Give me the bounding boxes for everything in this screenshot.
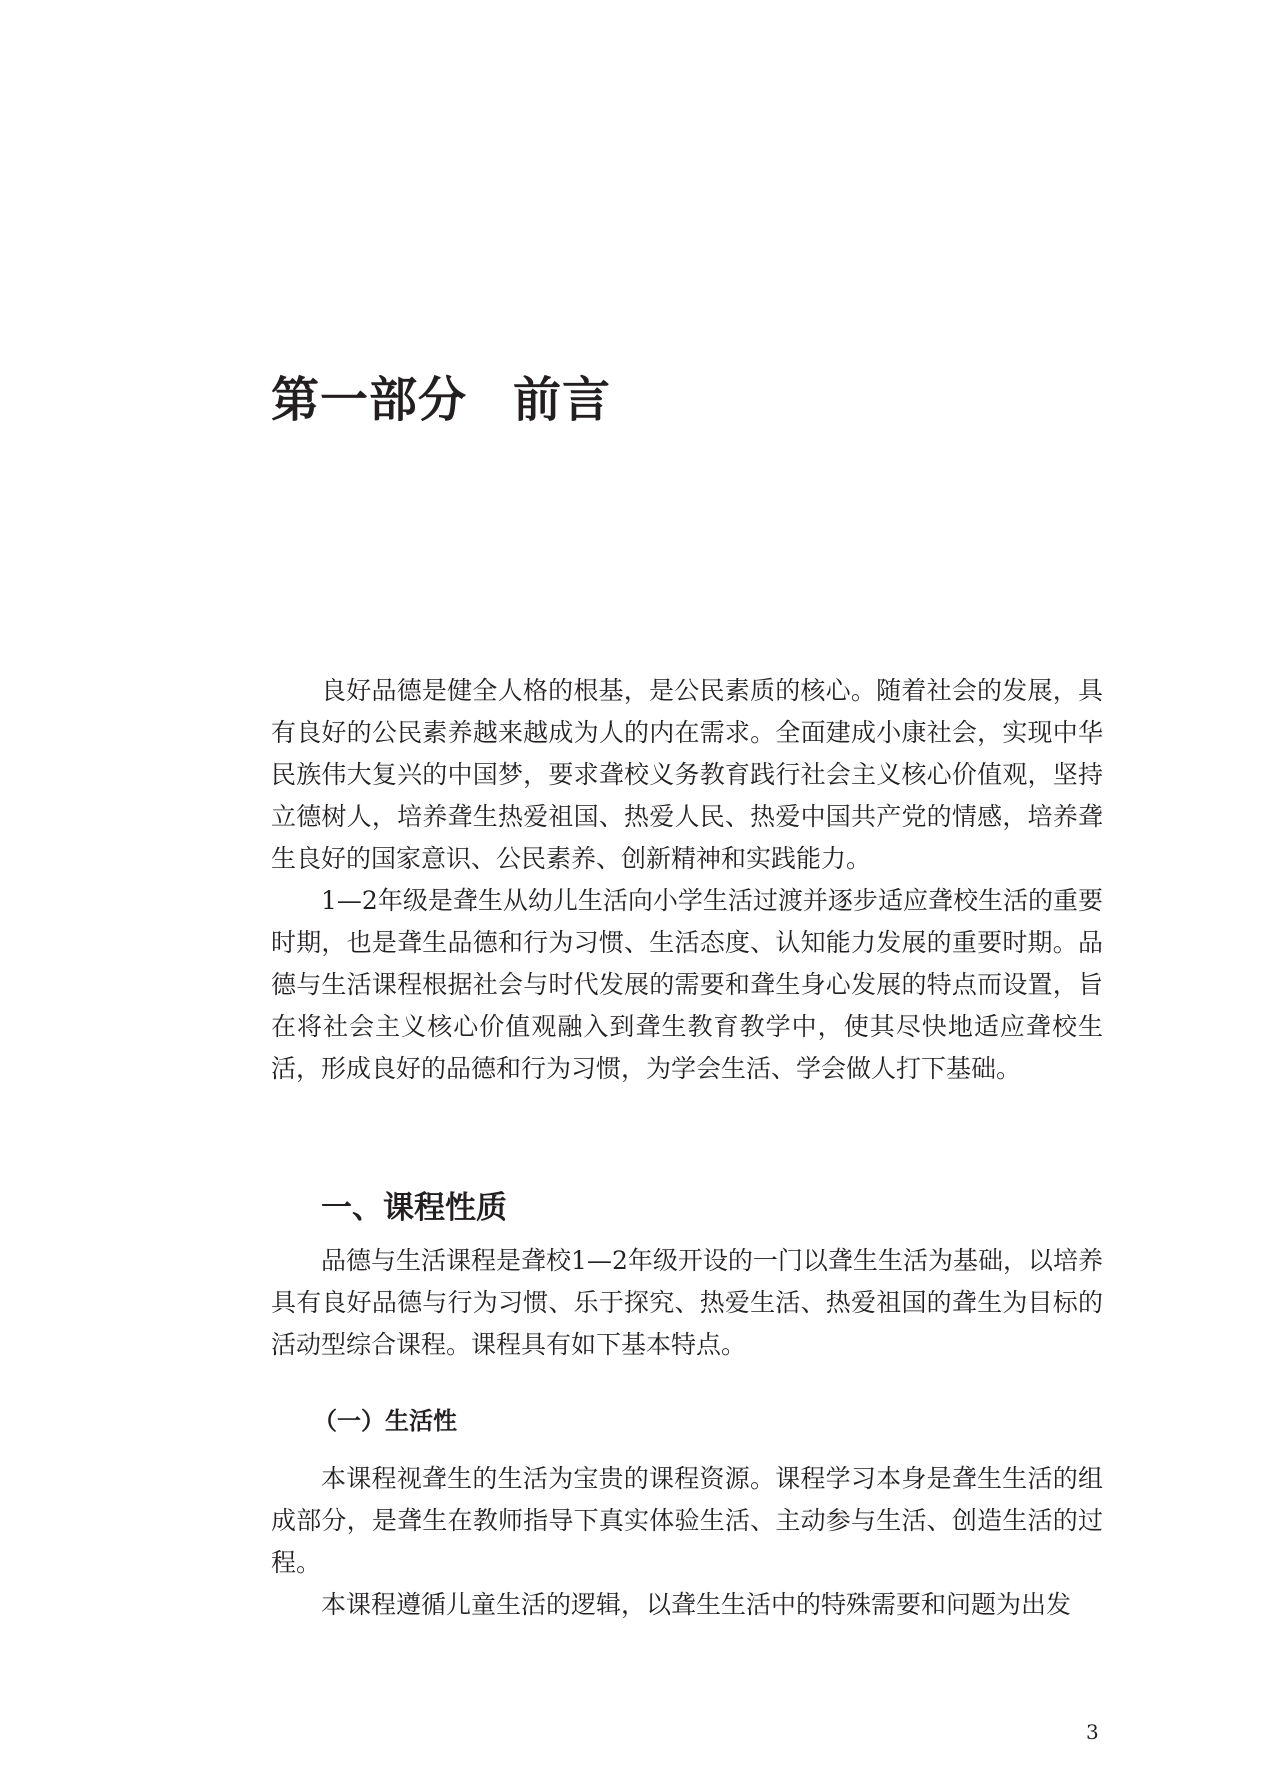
part-title xyxy=(271,370,611,430)
subsection-paragraph-2: 本课程遵循儿童生活的逻辑，以聋生生活中的特殊需要和问题为出发 xyxy=(321,1590,1072,1619)
page-number: 3 xyxy=(1086,1720,1099,1744)
part-label: 第一部分 xyxy=(271,372,468,428)
intro-paragraph-1: 良好品德是健全人格的根基，是公民素质的核心。随着社会的发展，具有良好的公民素养越来越成为人的内在需求。全面建成小康社会，实现中华民族伟大复兴的中国梦，要求聋校义务教育践行社会主义核心价值观，坚持立德树人，培养聋生热爱祖国、热爱人民、热爱中国共产党的情感，培养聋生良好的国家意识、公民素养、创新精神和实践能力。 xyxy=(271,676,1103,873)
section-one-paragraph: 品德与生活课程是聋校1—2年级开设的一门以聋生生活为基础，以培养具有良好品德与行为习惯、乐于探究、热爱生活、热爱祖国的聋生为目标的活动型综合课程。课程具有如下基本特点。 xyxy=(271,1246,1103,1359)
subsection-one-text xyxy=(271,1458,1103,1626)
intro-text xyxy=(271,670,1103,1090)
section-heading-course-nature: 一、课程性质 xyxy=(321,1190,507,1226)
subsection-paragraph-1: 本课程视聋生的生活为宝贵的课程资源。课程学习本身是聋生生活的组成部分，是聋生在教师指导下真实体验生活、主动参与生活、创造生活的过程。 xyxy=(271,1464,1103,1577)
section-one-text xyxy=(271,1240,1103,1366)
sub-heading-life: （一）生活性 xyxy=(313,1407,457,1435)
intro-paragraph-2: 1—2年级是聋生从幼儿生活向小学生活过渡并逐步适应聋校生活的重要时期，也是聋生品德和行为习惯、生活态度、认知能力发展的重要时期。品德与生活课程根据社会与时代发展的需要和聋生身心发展的特点而设置，旨在将社会主义核心价值观融入到聋生教育教学中，使其尽快地适应聋校生活，形成良好的品德和行为习惯，为学会生活、学会做人打下基础。 xyxy=(271,886,1103,1083)
part-title-text: 前言 xyxy=(513,372,612,428)
